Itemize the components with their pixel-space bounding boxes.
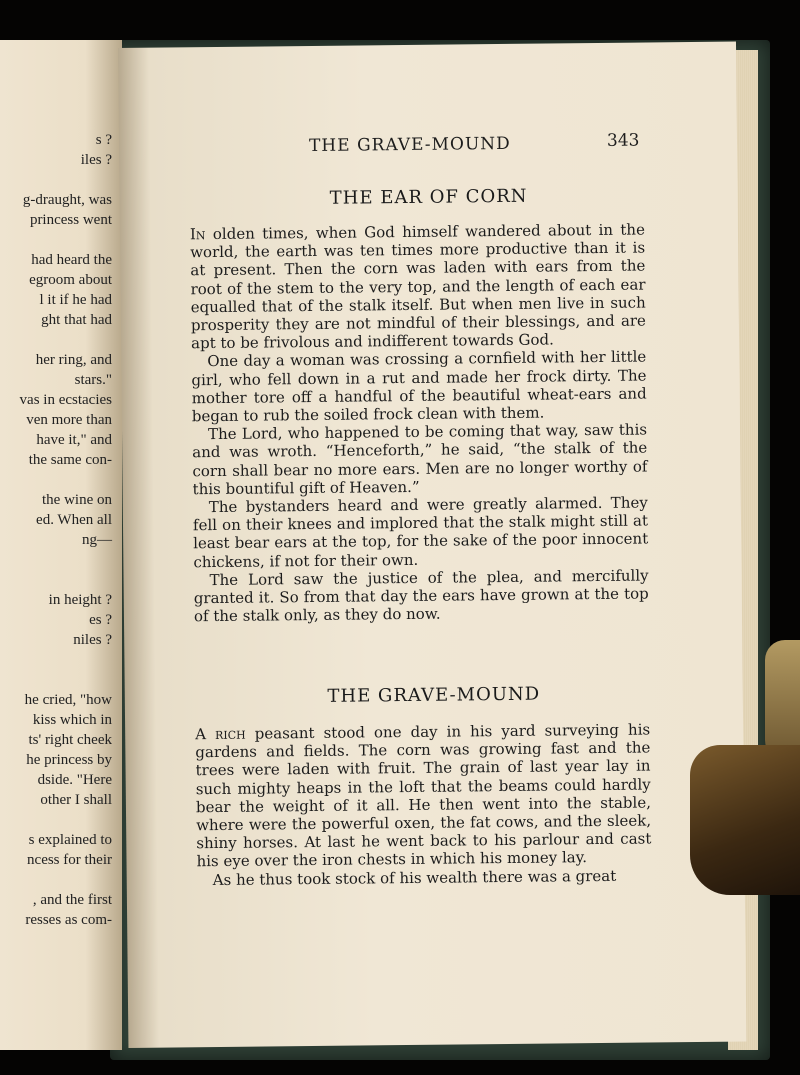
left-page-line: niles ? bbox=[73, 632, 112, 648]
story-title-grave-mound: THE GRAVE-MOUND bbox=[327, 683, 541, 707]
left-page-line: , and the first bbox=[32, 892, 112, 908]
paragraph: The bystanders heard and were greatly alarmed. They fell on their knees and implored that the stalk might still at least bear ears at the top, for the sake of the poor innocent chickens, if not for their own. bbox=[192, 493, 649, 571]
left-page-line: dside. "Here bbox=[37, 772, 112, 788]
left-page-line: stars." bbox=[74, 372, 112, 388]
drop-word: In bbox=[189, 225, 206, 244]
paragraph: The Lord, who happened to be coming that way, saw this and was wroth. “Henceforth,” he said, “the stalk of the corn shall bear no more ears. Men are no longer worthy of this bountiful gift of Heaven.” bbox=[192, 420, 648, 499]
left-page-line: have it," and bbox=[36, 432, 112, 448]
brass-hand-bookend bbox=[690, 745, 800, 895]
left-page-line: ght that had bbox=[41, 312, 112, 328]
left-page-line: he princess by bbox=[26, 752, 112, 768]
left-page-line: s explained to bbox=[28, 832, 112, 848]
left-page-line: ng— bbox=[82, 532, 112, 548]
left-page-line: ncess for their bbox=[27, 852, 112, 868]
left-page bbox=[0, 40, 122, 1050]
paragraph: In olden times, when God himself wandered about in the world, the earth was ten times more productive than it is at present. Then the corn was laden with ears from the root of the stem to the very top, and the length of each ear equalled that of the stalk itself. But when men live in such prosperity they are not mindful of their blessings, and are apt to be frivolous and indifferent towards God. bbox=[189, 220, 646, 353]
left-page-line: the same con- bbox=[28, 452, 112, 468]
left-page-line: egroom about bbox=[29, 272, 112, 288]
left-page-line: the wine on bbox=[42, 492, 112, 508]
story-body-grave-mound bbox=[195, 720, 652, 889]
left-page-line: s ? bbox=[95, 132, 112, 148]
right-page bbox=[118, 42, 746, 1048]
drop-word: A rich bbox=[195, 724, 246, 744]
left-page-line: other I shall bbox=[40, 792, 112, 808]
left-page-line: kiss which in bbox=[32, 712, 112, 728]
brass-bookend bbox=[765, 640, 800, 760]
left-page-line: ven more than bbox=[26, 412, 112, 428]
left-page-line: es ? bbox=[89, 612, 112, 628]
paragraph: One day a woman was crossing a cornfield with her little girl, who fell down in a rut and made her frock dirty. The mother tore off a handful of the beautiful wheat-ears and began to rub the soiled frock clean with them. bbox=[191, 347, 647, 426]
story-body-ear-of-corn bbox=[190, 220, 649, 625]
left-page-line: princess went bbox=[29, 212, 112, 228]
left-page-line: ed. When all bbox=[36, 512, 112, 528]
story-title-ear-of-corn: THE EAR OF CORN bbox=[329, 185, 528, 209]
running-head: THE GRAVE-MOUND bbox=[308, 133, 511, 157]
left-page-line: ts' right cheek bbox=[28, 732, 112, 748]
left-page-line: had heard the bbox=[31, 252, 112, 268]
left-page-line: iles ? bbox=[80, 152, 112, 168]
left-page-line: her ring, and bbox=[35, 352, 112, 368]
paragraph: As he thus took stock of his wealth there was a great bbox=[212, 866, 617, 889]
left-page-line: g-draught, was bbox=[22, 192, 112, 208]
left-page-line: in height ? bbox=[48, 592, 112, 608]
paragraph: The Lord saw the justice of the plea, and mercifully granted it. So from that day the ears have grown at the top of the stalk only, as they do now. bbox=[193, 566, 649, 626]
left-page-line: l it if he had bbox=[39, 292, 112, 308]
left-page-line: he cried, "how bbox=[24, 692, 112, 708]
paragraph: A rich peasant stood one day in his yard surveying his gardens and fields. The corn was growing fast and the trees were laden with fruit. The grain of last year lay in such mighty heaps in the loft that the beams could hardly bear the weight of it all. He then went into the stable, where were the powerful oxen, the fat cows, and the sleek, shiny horses. At last he went back to his parlour and cast his eye over the iron chests in which his money lay. bbox=[195, 720, 652, 871]
left-page-line: resses as com- bbox=[25, 912, 112, 928]
left-page-line: vas in ecstacies bbox=[19, 392, 112, 408]
page-number: 343 bbox=[606, 130, 640, 151]
